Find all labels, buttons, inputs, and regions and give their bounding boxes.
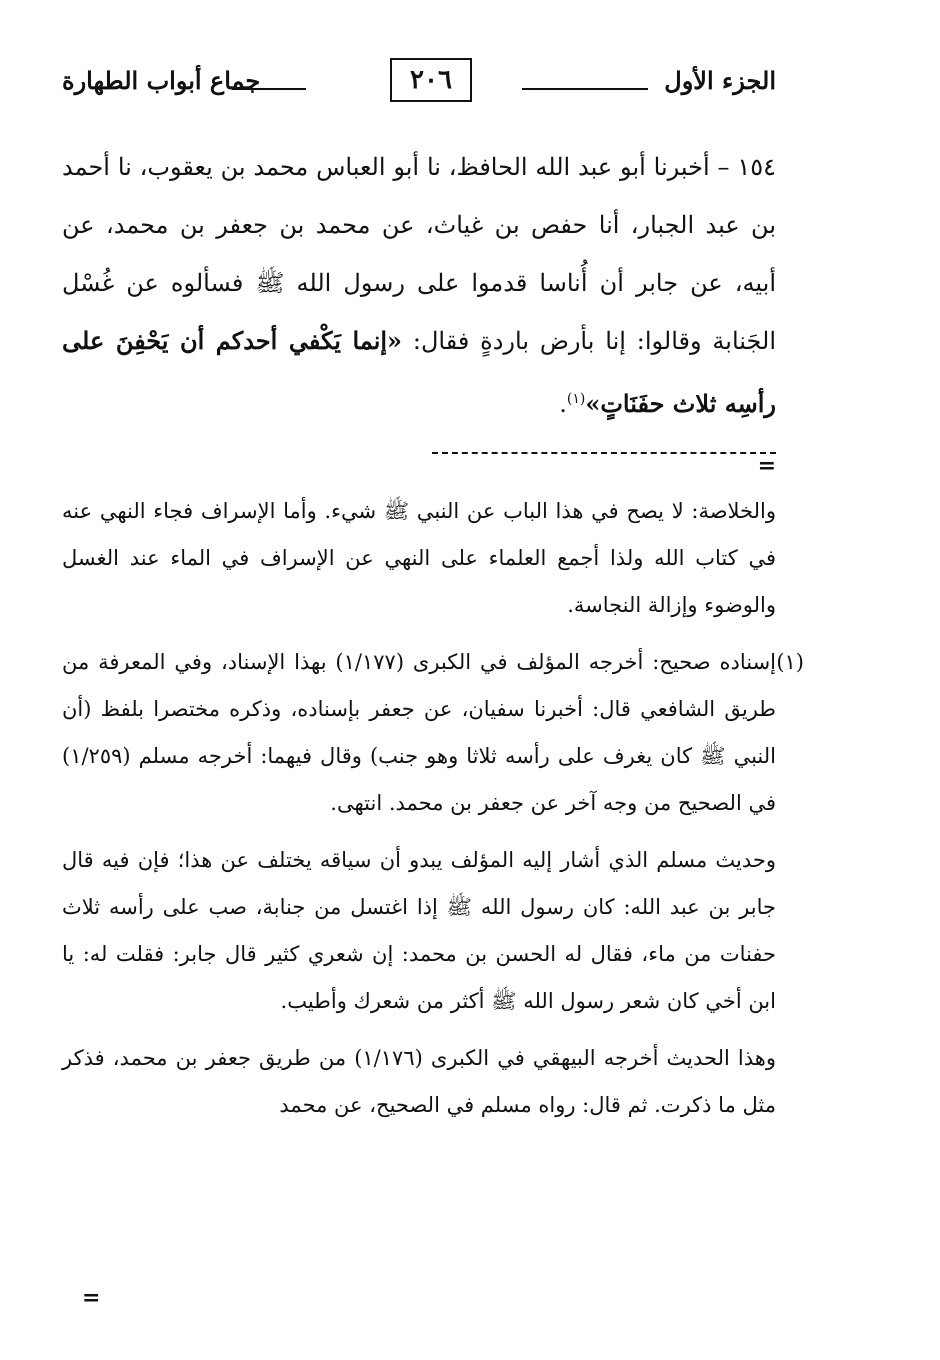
page-header <box>62 58 776 102</box>
footnote-paragraph-3: وهذا الحديث أخرجه البيهقي في الكبرى (١/١٧٦) من طريق جعفر بن محمد، فذكر مثل ما ذكرت. ثم قال: رواه مسلم في الصحيح، عن محمد <box>62 1046 777 1117</box>
footnote-1-mark: (١) <box>776 650 804 674</box>
footnote-separator <box>432 452 776 454</box>
footnote-reference: (١) <box>566 391 586 407</box>
hadith-quote: «إنما يَكْفي أحدكم أن يَحْفِنَ على رأسِه ثلاث حفَنَاتٍ» <box>62 326 776 418</box>
summary-note: والخلاصة: لا يصح في هذا الباب عن النبي ﷺ شيء. وأما الإسراف فجاء النهي عنه في كتاب الله ولذا أجمع العلماء على النهي عن الإسراف في الماء عند الغسل والوضوء وإزالة النجاسة. <box>62 499 776 617</box>
continuation-mark-bottom: = <box>82 1285 101 1311</box>
chapter-title: جماع أبواب الطهارة <box>62 66 261 95</box>
continuation-mark-top: = <box>757 453 776 479</box>
hadith-paragraph <box>62 138 776 433</box>
hadith-text <box>62 138 776 433</box>
hadith-end: . <box>559 390 567 418</box>
footnote-1-text: إسناده صحيح: أخرجه المؤلف في الكبرى (١/١٧٧) بهذا الإسناد، وفي المعرفة من طريق الشافعي قال: أخبرنا سفيان، عن جعفر بإسناده، وذكره مختصرا بلفظ (أن النبي ﷺ كان يغرف على رأسه ثلاثا وهو جنب) وقال فيهما: أخرجه مسلم (١/٢٥٩) في الصحيح من وجه آخر عن جعفر بن محمد. انتهى. <box>62 650 776 815</box>
page-number: ٢٠٦ <box>390 58 472 102</box>
footnote-paragraph-2: وحديث مسلم الذي أشار إليه المؤلف يبدو أن سياقه يختلف عن هذا؛ فإن فيه قال جابر بن عبد الله: كان رسول الله ﷺ إذا اغتسل من جنابة، صب على رأسه ثلاث حفنات من ماء، فقال له الحسن بن محمد: إن شعري كثير قال جابر: فقلت له: يا ابن أخي كان شعر رسول الله ﷺ أكثر من شعرك وأطيب. <box>62 848 776 1013</box>
footnote-1 <box>62 639 804 827</box>
volume-label: الجزء الأول <box>664 66 776 95</box>
header-rule-right <box>522 88 648 90</box>
hadith-chain: ١٥٤ – أخبرنا أبو عبد الله الحافظ، نا أبو العباس محمد بن يعقوب، نا أحمد بن عبد الجبار، أنا حفص بن غياث، عن محمد بن جعفر بن محمد، عن أبيه، عن جابر أن أُناسا قدموا على رسول الله ﷺ فسألوه عن غُسْل الجَنابة وقالوا: إنا بأرض باردةٍ فقال: <box>62 153 777 355</box>
footnotes-section <box>62 488 804 1139</box>
